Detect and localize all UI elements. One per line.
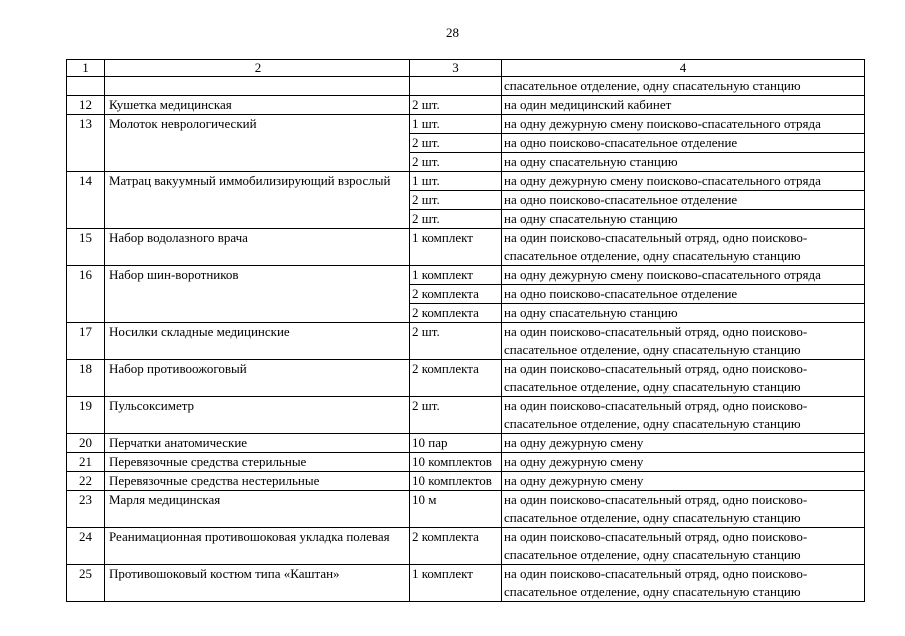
cell-scope: на одно поисково-спасательное отделение <box>502 191 865 210</box>
cell-qty: 2 комплекта <box>410 360 502 397</box>
cell-scope: на одну спасательную станцию <box>502 304 865 323</box>
cell-qty: 2 шт. <box>410 210 502 229</box>
table-row <box>67 229 865 266</box>
table-row <box>67 360 865 397</box>
cell-name: Набор шин-воротников <box>105 266 410 323</box>
cell-scope: на одну спасательную станцию <box>502 153 865 172</box>
cell-qty: 10 м <box>410 491 502 528</box>
table-header-row <box>67 60 865 77</box>
cell-name <box>105 77 410 96</box>
cell-scope: на один поисково-спасательный отряд, одно поисково-спасательное отделение, одну спасательную станцию <box>502 491 865 528</box>
table-row <box>67 115 865 134</box>
cell-name: Набор водолазного врача <box>105 229 410 266</box>
header-col-3: 3 <box>410 60 502 77</box>
cell-num: 13 <box>67 115 105 172</box>
cell-scope: на одно поисково-спасательное отделение <box>502 134 865 153</box>
cell-qty: 1 шт. <box>410 115 502 134</box>
cell-scope: на один поисково-спасательный отряд, одно поисково-спасательное отделение, одну спасательную станцию <box>502 528 865 565</box>
cell-name: Перевязочные средства стерильные <box>105 453 410 472</box>
cell-scope: на одну дежурную смену поисково-спасательного отряда <box>502 266 865 285</box>
table-row <box>67 453 865 472</box>
cell-num: 17 <box>67 323 105 360</box>
cell-scope: на одну дежурную смену поисково-спасательного отряда <box>502 115 865 134</box>
header-col-1: 1 <box>67 60 105 77</box>
cell-num: 12 <box>67 96 105 115</box>
cell-name: Перчатки анатомические <box>105 434 410 453</box>
cell-num: 16 <box>67 266 105 323</box>
cell-num: 24 <box>67 528 105 565</box>
cell-qty: 2 шт. <box>410 153 502 172</box>
table-row <box>67 491 865 528</box>
cell-num <box>67 77 105 96</box>
table-row <box>67 266 865 285</box>
table-row <box>67 96 865 115</box>
cell-qty: 2 шт. <box>410 96 502 115</box>
table-row <box>67 472 865 491</box>
cell-num: 14 <box>67 172 105 229</box>
cell-num: 19 <box>67 397 105 434</box>
table-row <box>67 323 865 360</box>
table-row <box>67 397 865 434</box>
cell-qty: 2 шт. <box>410 323 502 360</box>
cell-num: 20 <box>67 434 105 453</box>
cell-scope: на одно поисково-спасательное отделение <box>502 285 865 304</box>
page-number: 28 <box>446 25 459 40</box>
cell-name: Марля медицинская <box>105 491 410 528</box>
cell-name: Реанимационная противошоковая укладка полевая <box>105 528 410 565</box>
cell-qty: 10 комплектов <box>410 453 502 472</box>
cell-qty: 2 шт. <box>410 134 502 153</box>
table-row <box>67 172 865 191</box>
cell-num: 23 <box>67 491 105 528</box>
table-row <box>67 528 865 565</box>
cell-qty: 2 комплекта <box>410 285 502 304</box>
cell-scope: на одну спасательную станцию <box>502 210 865 229</box>
cell-name: Кушетка медицинская <box>105 96 410 115</box>
cell-name: Молоток неврологический <box>105 115 410 172</box>
cell-scope: на одну дежурную смену <box>502 434 865 453</box>
cell-scope: на одну дежурную смену <box>502 453 865 472</box>
equipment-table <box>66 59 865 602</box>
cell-name: Матрац вакуумный иммобилизирующий взрослый <box>105 172 410 229</box>
cell-qty <box>410 77 502 96</box>
cell-qty: 2 комплекта <box>410 528 502 565</box>
cell-scope: на один медицинский кабинет <box>502 96 865 115</box>
cell-qty: 1 комплект <box>410 266 502 285</box>
cell-scope: на один поисково-спасательный отряд, одно поисково-спасательное отделение, одну спасательную станцию <box>502 323 865 360</box>
cell-num: 15 <box>67 229 105 266</box>
cell-num: 18 <box>67 360 105 397</box>
cell-name: Перевязочные средства нестерильные <box>105 472 410 491</box>
cell-qty: 2 шт. <box>410 397 502 434</box>
cell-scope: на одну дежурную смену поисково-спасательного отряда <box>502 172 865 191</box>
cell-scope: спасательное отделение, одну спасательную станцию <box>502 77 865 96</box>
cell-qty: 1 шт. <box>410 172 502 191</box>
cell-qty: 1 комплект <box>410 229 502 266</box>
cell-qty: 10 комплектов <box>410 472 502 491</box>
table-row <box>67 434 865 453</box>
cell-scope: на один поисково-спасательный отряд, одно поисково-спасательное отделение, одну спасательную станцию <box>502 397 865 434</box>
cell-name: Набор противоожоговый <box>105 360 410 397</box>
cell-qty: 2 шт. <box>410 191 502 210</box>
cell-num: 22 <box>67 472 105 491</box>
cell-qty: 2 комплекта <box>410 304 502 323</box>
cell-qty: 1 комплект <box>410 565 502 602</box>
cell-num: 21 <box>67 453 105 472</box>
header-col-2: 2 <box>105 60 410 77</box>
continuation-row <box>67 77 865 96</box>
cell-num: 25 <box>67 565 105 602</box>
cell-scope: на один поисково-спасательный отряд, одно поисково-спасательное отделение, одну спасательную станцию <box>502 565 865 602</box>
cell-scope: на одну дежурную смену <box>502 472 865 491</box>
cell-qty: 10 пар <box>410 434 502 453</box>
header-col-4: 4 <box>502 60 865 77</box>
cell-name: Пульсоксиметр <box>105 397 410 434</box>
cell-scope: на один поисково-спасательный отряд, одно поисково-спасательное отделение, одну спасательную станцию <box>502 229 865 266</box>
table-row <box>67 565 865 602</box>
cell-name: Носилки складные медицинские <box>105 323 410 360</box>
cell-name: Противошоковый костюм типа «Каштан» <box>105 565 410 602</box>
cell-scope: на один поисково-спасательный отряд, одно поисково-спасательное отделение, одну спасательную станцию <box>502 360 865 397</box>
